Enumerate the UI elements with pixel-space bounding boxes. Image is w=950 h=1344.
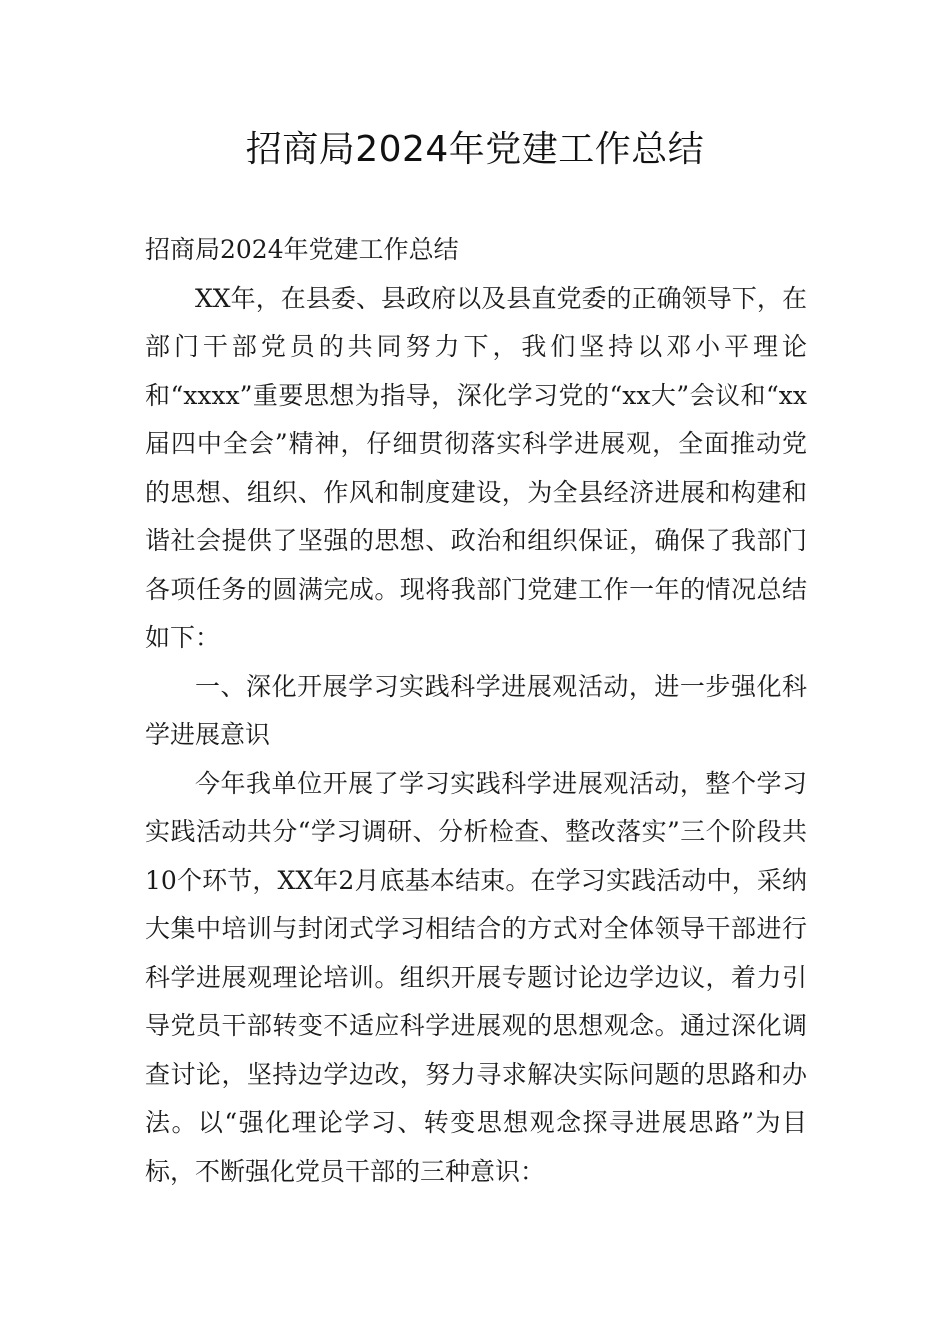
document-subtitle: 招商局2024年党建工作总结 <box>145 235 459 264</box>
paragraph-intro: XX年，在县委、县政府以及县直党委的正确领导下，在部门干部党员的共同努力下，我们坚持以邓小平理论和“xxxx”重要思想为指导，深化学习党的“xx大”会议和“xx届四中全会”精神，仔细贯彻落实科学进展观，全面推动党的思想、组织、作风和制度建设，为全县经济进展和构建和谐社会提供了坚强的思想、政治和组织保证，确保了我部门各项任务的圆满完成。现将我部门党建工作一年的情况总结如下： <box>145 283 807 652</box>
page-title: 招商局2024年党建工作总结 <box>245 129 705 170</box>
section-heading-1: 一、深化开展学习实践科学进展观活动，进一步强化科学进展意识 <box>145 671 807 749</box>
paragraph-section-1: 今年我单位开展了学习实践科学进展观活动，整个学习实践活动共分“学习调研、分析检查、整改落实”三个阶段共10个环节，XX年2月底基本结束。在学习实践活动中，采纳大集中培训与封闭式学习相结合的方式对全体领导干部进行科学进展观理论培训。组织开展专题讨论边学边议，着力引导党员干部转变不适应科学进展观的思想观念。通过深化调查讨论，坚持边学边改，努力寻求解决实际问题的思路和办法。以“强化理论学习、转变思想观念探寻进展思路”为目标，不断强化党员干部的三种意识： <box>145 768 807 1186</box>
document-body <box>145 226 807 1196</box>
